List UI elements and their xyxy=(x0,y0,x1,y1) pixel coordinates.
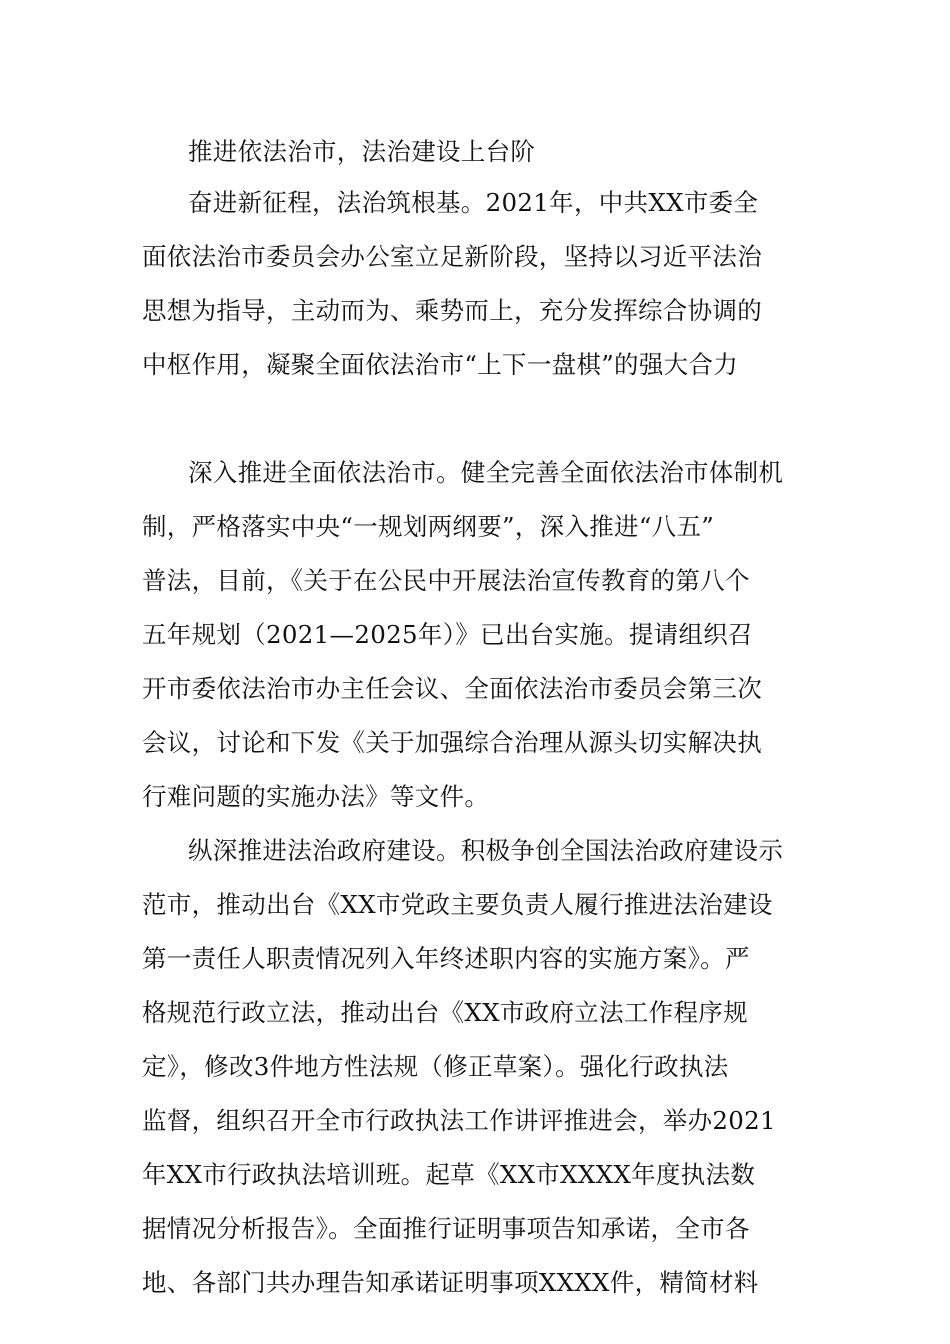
paragraph-rule-of-law-city xyxy=(142,446,808,824)
paragraph-line: 行难问题的实施办法》等文件。 xyxy=(142,782,490,811)
paragraph-line: 制，严格落实中央“一规划两纲要”，深入推进“八五” xyxy=(142,512,715,541)
paragraph-line: 年XX市行政执法培训班。起草《XX市XXXX年度执法数 xyxy=(142,1160,756,1189)
paragraph-line: 监督，组织召开全市行政执法工作讲评推进会，举办2021 xyxy=(142,1106,776,1135)
paragraph-line: 面依法治市委员会办公室立足新阶段，坚持以习近平法治 xyxy=(142,242,762,271)
paragraph-line: 定》，修改3件地方性法规（修正草案）。强化行政执法 xyxy=(142,1052,729,1081)
section-title: 推进依法治市，法治建设上台阶 xyxy=(188,137,536,166)
paragraph-spacer xyxy=(142,392,808,446)
paragraph-line: 中枢作用，凝聚全面依法治市“上下一盘棋”的强大合力 xyxy=(142,350,739,379)
paragraph-line: 深入推进全面依法治市。健全完善全面依法治市体制机 xyxy=(188,458,784,487)
paragraph-line: 会议，讨论和下发《关于加强综合治理从源头切实解决执 xyxy=(142,728,762,757)
paragraph-line: 范市，推动出台《XX市党政主要负责人履行推进法治建设 xyxy=(142,890,773,919)
paragraph-line: 开市委依法治市办主任会议、全面依法治市委员会第三次 xyxy=(142,674,762,703)
paragraph-line: 普法，目前，《关于在公民中开展法治宣传教育的第八个 xyxy=(142,566,750,595)
paragraph-line: 奋进新征程，法治筑根基。2021年，中共XX市委全 xyxy=(188,188,759,217)
paragraph-line: 第一责任人职责情况列入年终述职内容的实施方案》。严 xyxy=(142,944,750,973)
paragraph-line: 思想为指导，主动而为、乘势而上，充分发挥综合协调的 xyxy=(142,296,762,325)
paragraph-line: 纵深推进法治政府建设。积极争创全国法治政府建设示 xyxy=(188,836,784,865)
paragraph-line: 格规范行政立法，推动出台《XX市政府立法工作程序规 xyxy=(142,998,748,1027)
document-body xyxy=(142,128,808,1310)
paragraph-intro xyxy=(142,176,808,392)
paragraph-line: 地、各部门共办理告知承诺证明事项XXXX件，精简材料 xyxy=(142,1268,759,1297)
paragraph-rule-of-law-government xyxy=(142,824,808,1310)
paragraph-line: 五年规划（2021—2025年）》已出台实施。提请组织召 xyxy=(142,620,753,649)
paragraph-line: 据情况分析报告》。全面推行证明事项告知承诺，全市各 xyxy=(142,1214,750,1243)
